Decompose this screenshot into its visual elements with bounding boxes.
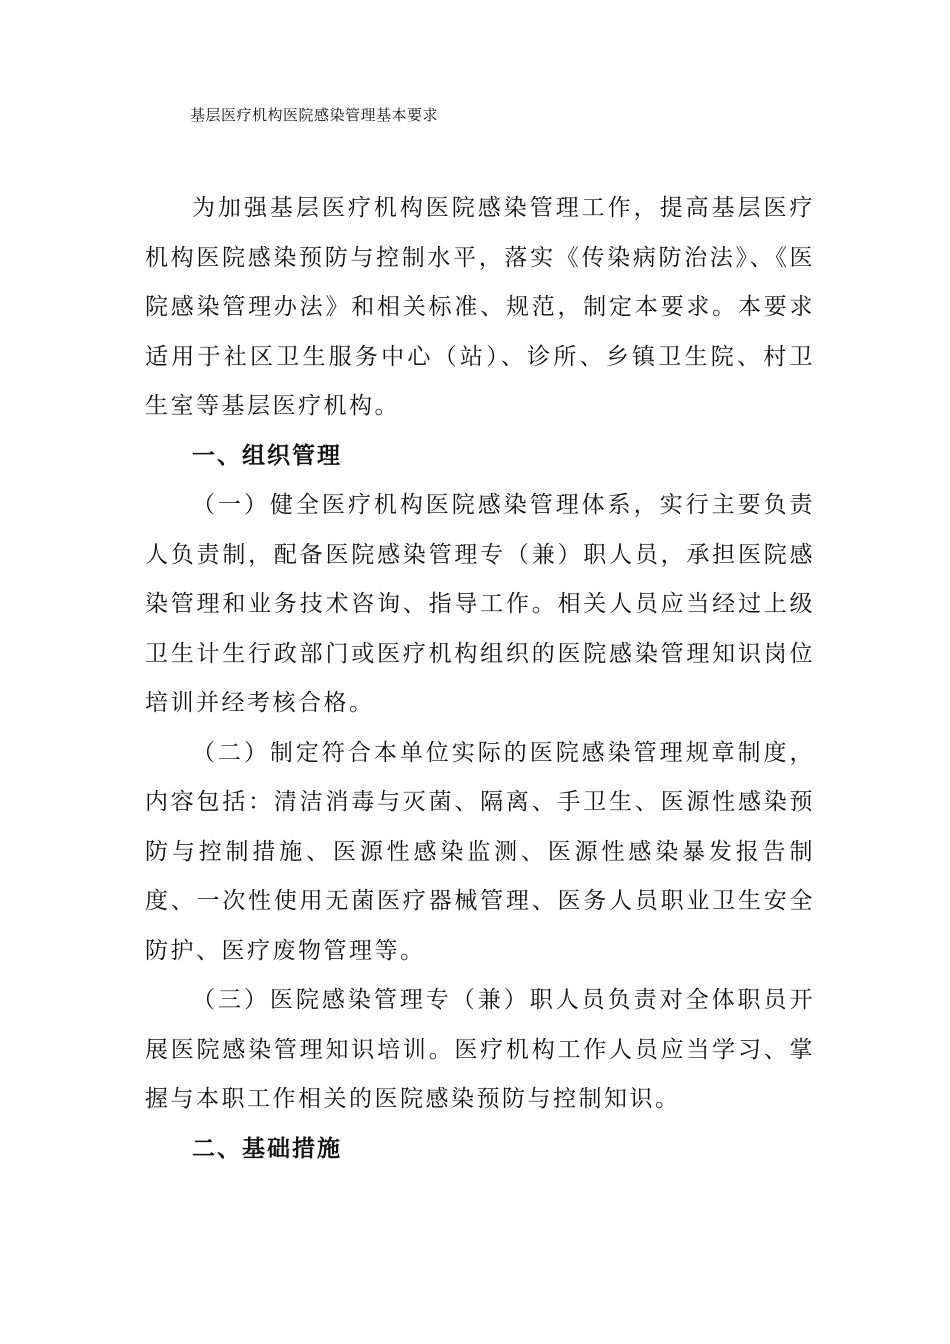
intro-paragraph: 为加强基层医疗机构医院感染管理工作，提高基层医疗机构医院感染预防与控制水平，落实《传染病防治法》、《医院感染管理办法》和相关标准、规范，制定本要求。本要求适用于社区卫生服务中心（站）、诊所、乡镇卫生院、村卫生室等基层医疗机构。 (145, 195, 815, 419)
section-heading-basic-measures: 二、基础措施 (192, 1135, 342, 1162)
section-paragraph: （三）医院感染管理专（兼）职人员负责对全体职员开展医院感染管理知识培训。医疗机构工作人员应当学习、掌握与本职工作相关的医院感染预防与控制知识。 (145, 987, 815, 1112)
section-paragraph: （一）健全医疗机构医院感染管理体系，实行主要负责人负责制，配备医院感染管理专（兼）职人员，承担医院感染管理和业务技术咨询、指导工作。相关人员应当经过上级卫生计生行政部门或医疗机构组织的医院感染管理知识岗位培训并经考核合格。 (145, 492, 815, 716)
section-heading-organization: 一、组织管理 (192, 442, 342, 469)
document-title: 基层医疗机构医院感染管理基本要求 (190, 106, 439, 124)
section-paragraph: （二）制定符合本单位实际的医院感染管理规章制度，内容包括：清洁消毒与灭菌、隔离、手卫生、医源性感染预防与控制措施、医源性感染监测、医源性感染暴发报告制度、一次性使用无菌医疗器械管理、医务人员职业卫生安全防护、医疗废物管理等。 (145, 739, 815, 964)
document-body (145, 184, 815, 1174)
